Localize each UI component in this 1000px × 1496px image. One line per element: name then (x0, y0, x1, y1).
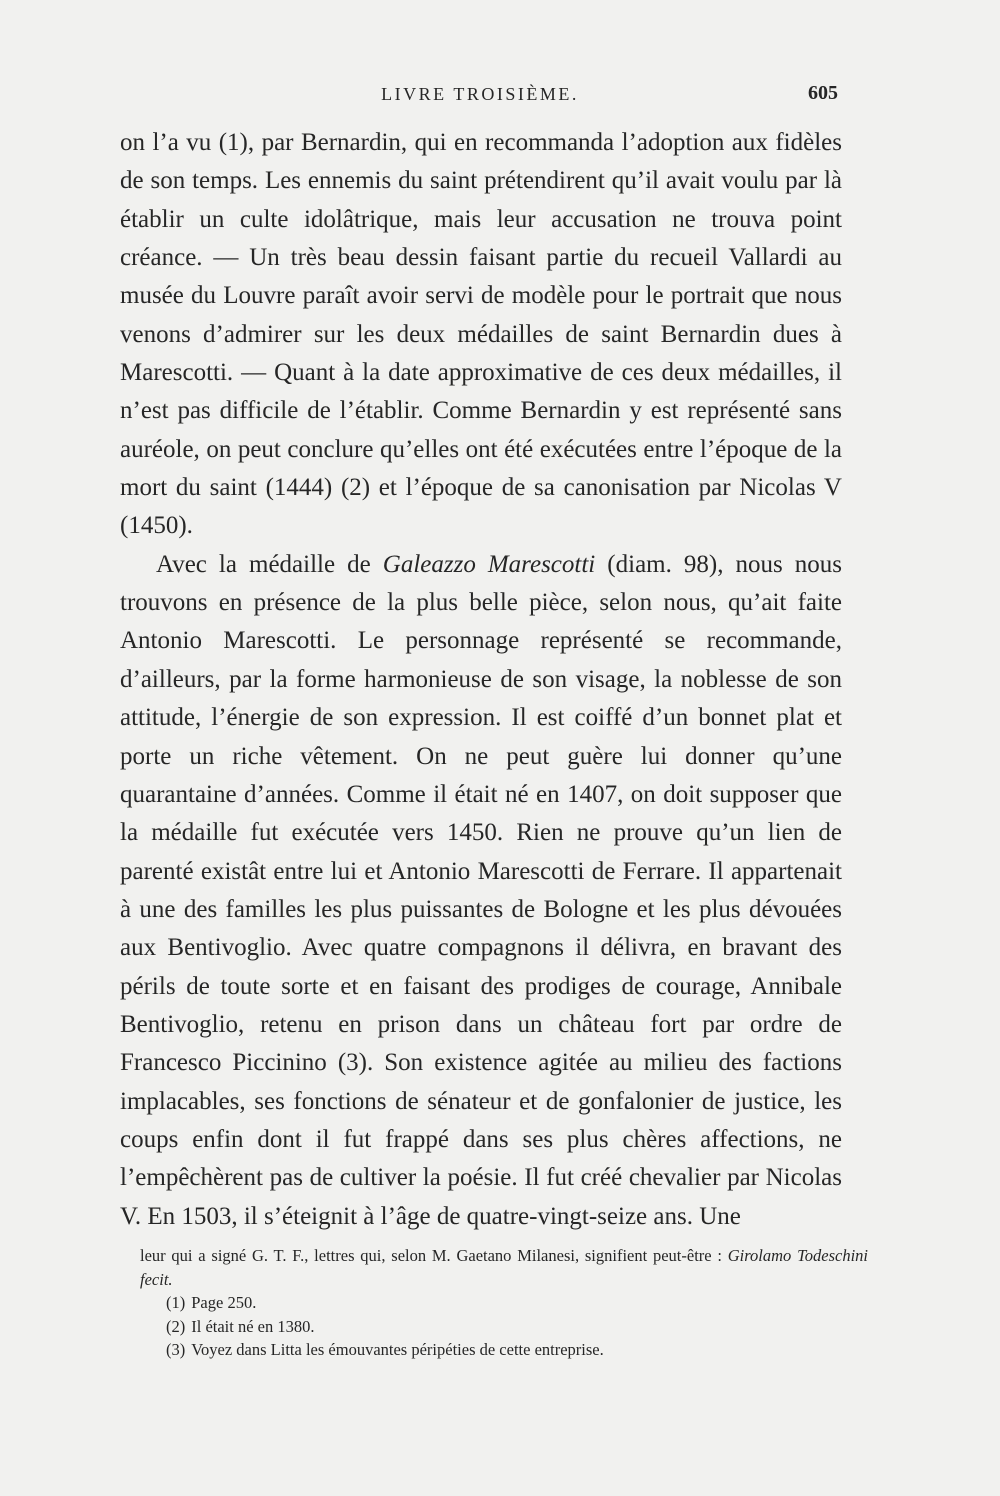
paragraph-2 (120, 546, 842, 1236)
footnote-continuation-italic: Girolamo Todeschini fecit. (140, 1246, 868, 1289)
footnotes (140, 1244, 868, 1362)
footnote-continuation (140, 1244, 868, 1291)
main-text (120, 124, 842, 1236)
running-title: LIVRE TROISIÈME. (381, 84, 579, 104)
footnote-2-text: Il était né en 1380. (191, 1316, 315, 1336)
footnote-1-text: Page 250. (191, 1293, 257, 1312)
medal-name-italic: Galeazzo Marescotti (382, 550, 596, 578)
footnote-1 (140, 1291, 868, 1315)
paragraph-2-rest: (diam. 98), nous nous trouvons en présence de la plus belle pièce, selon nous, qu’ait faite Antonio Marescotti. Le personnage représenté se recommande, d’ailleurs, par la forme harmonieuse de son visage, la noblesse de son attitude, l’énergie de son expression. Il est coiffé d’un bonnet plat et porte un riche vêtement. On ne peut guère lui donner qu’une quarantaine d’années. Comme il était né en 1407, on doit supposer que la médaille fut exécutée vers 1450. Rien ne prouve qu’un lien de parenté existât entre lui et Antonio Marescotti de Ferrare. Il appartenait à une des familles les plus puissantes de Bologne et les plus dévouées aux Bentivoglio. Avec quatre compagnons il délivra, en bravant des périls de toute sorte et en faisant des prodiges de courage, Annibale Bentivoglio, retenu en prison dans un château fort par ordre de Francesco Piccinino (3). Son existence agitée au milieu des factions implacables, ses fonctions de sénateur et de gonfalonier de justice, les coups enfin dont il fut frappé dans ses plus chères affections, ne l’empêchèrent pas de cultiver la poésie. Il fut créé chevalier par Nicolas V. En 1503, il s’éteignit à l’âge de quatre-vingt-seize ans. Une (120, 550, 843, 1230)
footnote-3-marker: (3) (166, 1340, 186, 1359)
page-number: 605 (808, 82, 838, 104)
footnote-1-marker: (1) (166, 1293, 186, 1312)
paragraph-2-start: Avec la médaille de (156, 550, 371, 578)
footnote-3-text: Voyez dans Litta les émouvantes péripéties de cette entreprise. (191, 1340, 604, 1359)
footnote-3 (140, 1338, 868, 1362)
running-head (120, 84, 840, 110)
footnote-continuation-text: leur qui a signé G. T. F., lettres qui, selon M. Gaetano Milanesi, signifient peut-être : (140, 1246, 722, 1265)
footnote-2-marker: (2) (166, 1316, 186, 1336)
paragraph-1: on l’a vu (1), par Bernardin, qui en recommanda l’adoption aux fidèles de son temps. Les ennemis du saint prétendirent qu’il avait voulu par là établir un culte idolâtrique, mais leur accusation ne trouva point créance. — Un très beau dessin faisant partie du recueil Vallardi au musée du Louvre paraît avoir servi de modèle pour le portrait que nous venons d’admirer sur les deux médailles de saint Bernardin dues à Marescotti. — Quant à la date approximative de ces deux médailles, il n’est pas difficile de l’établir. Comme Bernardin y est représenté sans auréole, on peut conclure qu’elles ont été exécutées entre l’époque de la mort du saint (1444) (2) et l’époque de sa canonisation par Nicolas V (1450). (120, 129, 842, 540)
footnote-2 (140, 1315, 868, 1339)
